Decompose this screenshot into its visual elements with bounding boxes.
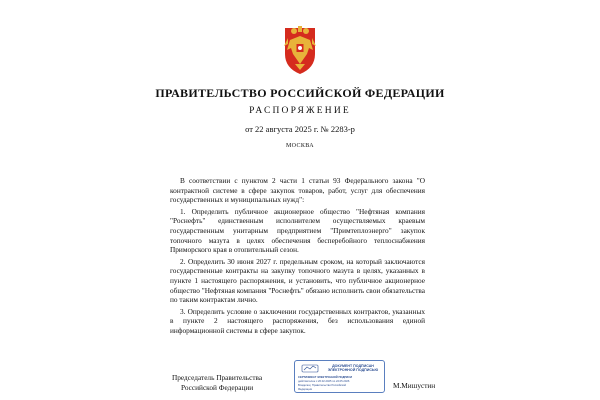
document-type: РАСПОРЯЖЕНИЕ [249,106,351,116]
signature-stamp-emblem-icon [301,364,319,373]
signatory-name: М.Мишустин [393,381,436,390]
clause-1-paragraph: 1. Определить публичное акционерное общество "Нефтяная компания "Роснефть" единственным исполнителем осуществляемых краевым государственным унитарным предприятием "Примтеплоэнерго" закупок топочного мазута в целях обеспечения бесперебойного теплоснабжения Приморского края в отопительный сезон. [170,206,425,255]
electronic-signature-stamp [294,360,385,393]
document-city: МОСКВА [285,143,315,149]
preamble-paragraph: В соответствии с пунктом 2 части 1 статьи 93 Федерального закона "О контрактной системе в сфере закупок товаров, работ, услуг для обеспечения государственных и муниципальных нужд": [170,176,425,205]
coat-of-arms-icon [281,24,319,76]
stamp-heading: ДОКУМЕНТ ПОДПИСАН ЭЛЕКТРОННОЙ ПОДПИСЬЮ [327,364,379,373]
stamp-owner-line-2: Федерации [298,388,313,391]
signatory-position-line1: Председатель Правительства [172,373,263,382]
stamp-certificate-line: СЕРТИФИКАТ ЭЛЕКТРОННОЙ ПОДПИСИ [298,376,353,379]
stamp-validity-line: действителен с 26.02.2025 по 22.05.2026 [298,380,350,383]
clause-2-paragraph: 2. Определить 30 июня 2027 г. предельным сроком, на который заключаются государственные контракты на закупку топочного мазута в целях, указанных в пункте 1 настоящего распоряжения, и установить, что публичное акционерное общество "Нефтяная компания "Роснефть" обязано исполнить свои обязательства по таким контрактам лично. [170,256,425,305]
signatory-position [172,373,262,392]
signatory-position-line2: Российской Федерации [180,382,254,392]
document-body [170,176,425,338]
document-date-number: от 22 августа 2025 г. № 2283-р [245,124,355,134]
clause-3-paragraph: 3. Определить условие о заключении государственных контрактов, указанных в пункте 2 настоящего распоряжения, без использования единой информационной системы в сфере закупок. [170,306,425,335]
stamp-owner-line: Владелец: Правительство Российской [298,384,346,387]
government-title: ПРАВИТЕЛЬСТВО РОССИЙСКОЙ ФЕДЕРАЦИИ [155,86,445,100]
